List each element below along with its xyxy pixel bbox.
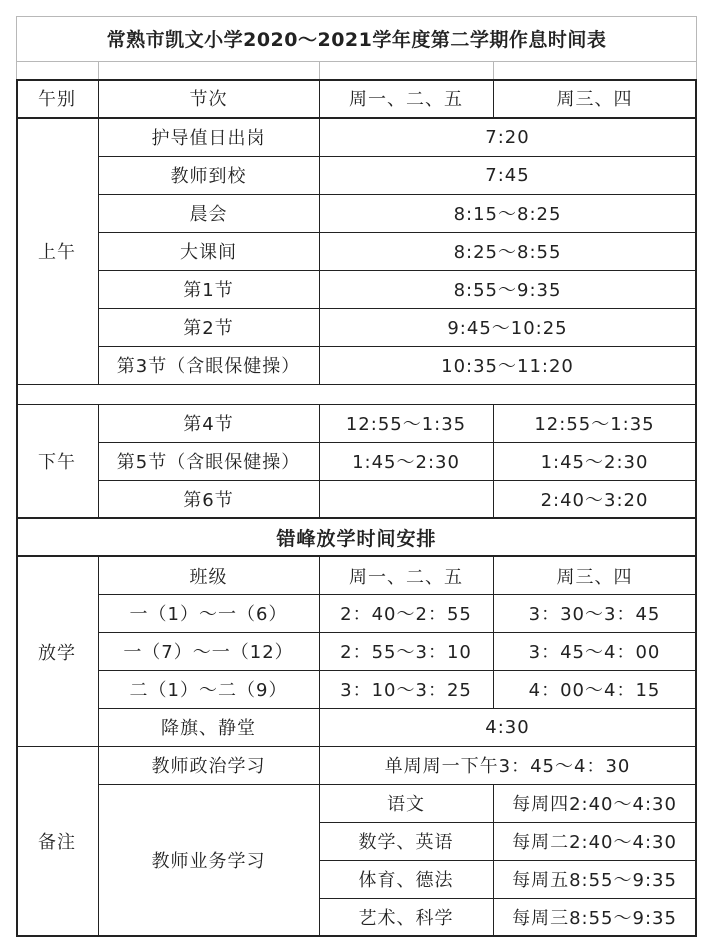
afternoon-session-name: 第5节（含眼保健操） — [116, 452, 301, 473]
morning-label: 上午 — [38, 242, 76, 263]
header-period: 午别 — [38, 89, 76, 110]
morning-session-name: 第2节 — [183, 318, 234, 339]
header-session: 节次 — [189, 89, 228, 110]
table-bottom-border — [16, 935, 697, 937]
morning-session-time: 10:35～11:20 — [441, 356, 574, 377]
dismissal-class-header: 班级 — [189, 566, 228, 588]
spacer-divider — [319, 61, 320, 79]
dismissal-time-b: 3：45～4：00 — [528, 642, 661, 663]
dismissal-time-a: 2：40～2：55 — [340, 604, 472, 625]
afternoon-time-a: 12:55～1:35 — [345, 414, 467, 435]
morning-session-name: 大课间 — [180, 242, 237, 263]
header-days-a: 周一、二、五 — [349, 89, 463, 110]
dismissal-days-b: 周三、四 — [556, 566, 633, 588]
morning-session-time: 7:45 — [485, 164, 530, 186]
dismissal-time-a: 3：10～3：25 — [340, 680, 472, 701]
dismissal-title: 错峰放学时间安排 — [276, 527, 437, 550]
page-title: 常熟市凯文小学2020～2021学年度第二学期作息时间表 — [106, 29, 607, 51]
afternoon-time-a: 1:45～2:30 — [352, 452, 460, 473]
spacer-divider — [493, 61, 494, 79]
flag-lowering-label: 降旗、静堂 — [161, 718, 256, 739]
business-study-label: 教师业务学习 — [151, 850, 266, 872]
header-days-b: 周三、四 — [556, 89, 633, 110]
afternoon-label: 下午 — [38, 452, 76, 473]
dismissal-days-a: 周一、二、五 — [349, 566, 463, 588]
spacer-divider — [98, 61, 99, 79]
morning-session-time: 8:15～8:25 — [453, 204, 562, 225]
afternoon-time-b: 2:40～3:20 — [540, 490, 649, 511]
afternoon-session-name: 第6节 — [183, 490, 234, 511]
business-time: 每周五8:55～9:35 — [512, 870, 677, 891]
business-time: 每周四2:40～4:30 — [512, 794, 677, 815]
business-subject: 数学、英语 — [358, 832, 454, 853]
dismissal-class: 一（1）～一（6） — [129, 604, 288, 625]
flag-lowering-time: 4:30 — [485, 716, 530, 738]
morning-session-name: 教师到校 — [170, 166, 247, 187]
business-time: 每周二2:40～4:30 — [512, 832, 677, 853]
morning-session-time: 8:55～9:35 — [453, 280, 562, 301]
notes-label: 备注 — [38, 831, 76, 853]
business-time: 每周三8:55～9:35 — [512, 907, 677, 929]
morning-session-time: 9:45～10:25 — [447, 318, 568, 339]
dismissal-class: 一（7）～一（12） — [123, 642, 294, 663]
business-subject: 语文 — [387, 794, 425, 815]
dismissal-label: 放学 — [38, 642, 76, 664]
politics-study-time: 单周周一下午3：45～4：30 — [384, 756, 631, 777]
dismissal-class: 二（1）～二（9） — [129, 680, 288, 701]
dismissal-time-a: 2：55～3：10 — [340, 642, 472, 663]
row-divider — [16, 384, 697, 385]
morning-session-name: 第1节 — [183, 280, 234, 301]
afternoon-session-name: 第4节 — [183, 414, 234, 435]
morning-session-name: 护导值日出岗 — [151, 128, 266, 149]
afternoon-time-a — [319, 480, 493, 518]
afternoon-time-b: 1:45～2:30 — [540, 452, 649, 473]
dismissal-time-b: 4：00～4：15 — [528, 680, 661, 701]
morning-session-time: 8:25～8:55 — [453, 242, 562, 263]
title-bottom-border — [16, 61, 697, 62]
politics-study-label: 教师政治学习 — [151, 756, 266, 777]
business-subject: 体育、德法 — [358, 870, 454, 891]
morning-session-name: 晨会 — [189, 204, 228, 225]
business-subject: 艺术、科学 — [358, 907, 454, 929]
dismissal-time-b: 3：30～3：45 — [528, 604, 661, 625]
morning-session-time: 7:20 — [485, 126, 530, 148]
morning-session-name: 第3节（含眼保健操） — [116, 356, 301, 377]
afternoon-time-b: 12:55～1:35 — [534, 414, 655, 435]
